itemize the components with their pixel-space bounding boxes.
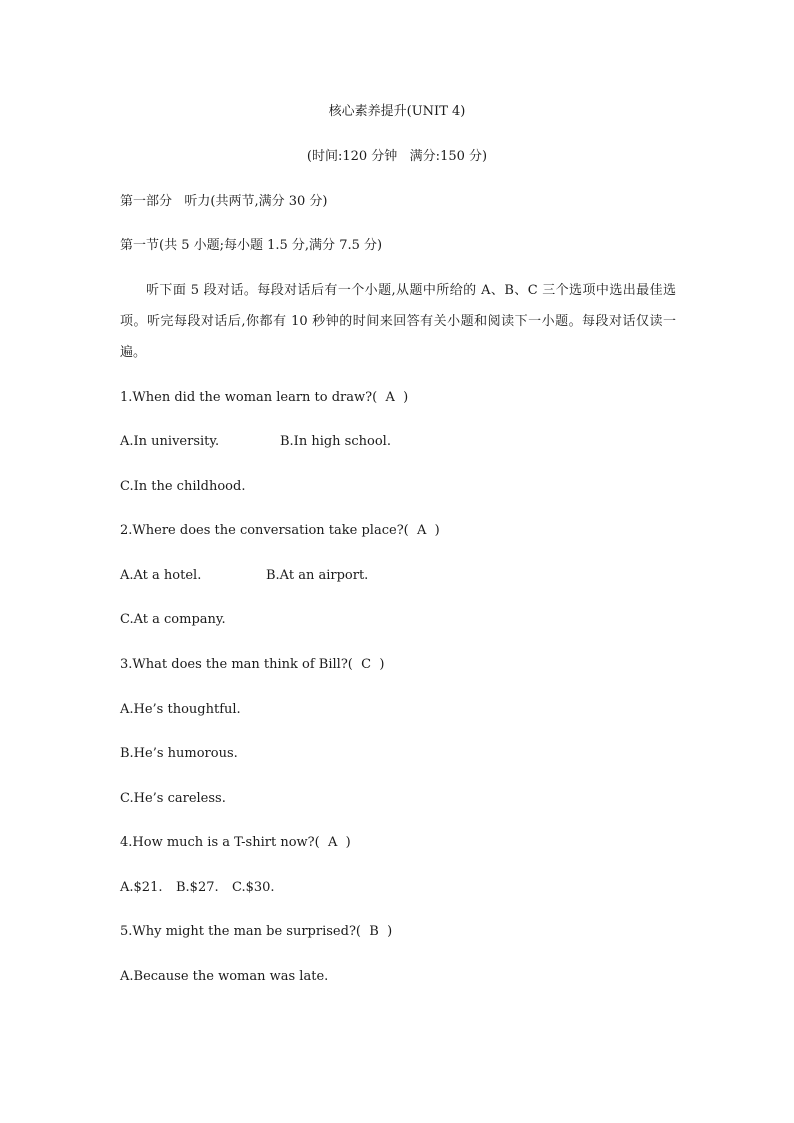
question-3-option-b: B.He’s humorous. xyxy=(120,746,238,761)
question-2-option-b: B.At an airport. xyxy=(266,568,369,583)
instructions-paragraph: 听下面 5 段对话。每段对话后有一个小题,从题中所给的 A、B、C 三个选项中选出最佳选项。听完每段对话后,你都有 10 秒钟的时间来回答有关小题和阅读下一小题。每段对话仅读一遍。 xyxy=(120,283,676,360)
part-heading: 第一部分 听力(共两节,满分 30 分) xyxy=(120,194,328,209)
question-2-stem: 2.Where does the conversation take place?( A ) xyxy=(120,523,440,538)
document-title: 核心素养提升(UNIT 4) xyxy=(328,104,466,119)
question-5-stem: 5.Why might the man be surprised?( B ) xyxy=(120,924,393,939)
section-heading: 第一节(共 5 小题;每小题 1.5 分,满分 7.5 分) xyxy=(120,238,383,253)
question-3-option-a: A.He’s thoughtful. xyxy=(120,702,241,717)
question-4-stem: 4.How much is a T-shirt now?( A ) xyxy=(120,835,351,850)
question-3-stem: 3.What does the man think of Bill?( C ) xyxy=(120,657,385,672)
question-1-option-c: C.In the childhood. xyxy=(120,479,246,494)
question-3-option-c: C.He’s careless. xyxy=(120,791,226,806)
question-2-option-a: A.At a hotel. xyxy=(120,568,202,583)
document-subtitle: (时间:120 分钟 满分:150 分) xyxy=(306,149,488,164)
question-1-option-b: B.In high school. xyxy=(280,434,391,449)
question-1-option-a: A.In university. xyxy=(120,434,220,449)
question-4-option-a: A.$21. xyxy=(120,880,163,895)
question-2-option-c: C.At a company. xyxy=(120,612,226,627)
question-4-option-b: B.$27. xyxy=(176,880,219,895)
question-5-option-a: A.Because the woman was late. xyxy=(120,969,329,984)
question-1-stem: 1.When did the woman learn to draw?( A ) xyxy=(120,390,409,405)
question-4-option-c: C.$30. xyxy=(232,880,275,895)
